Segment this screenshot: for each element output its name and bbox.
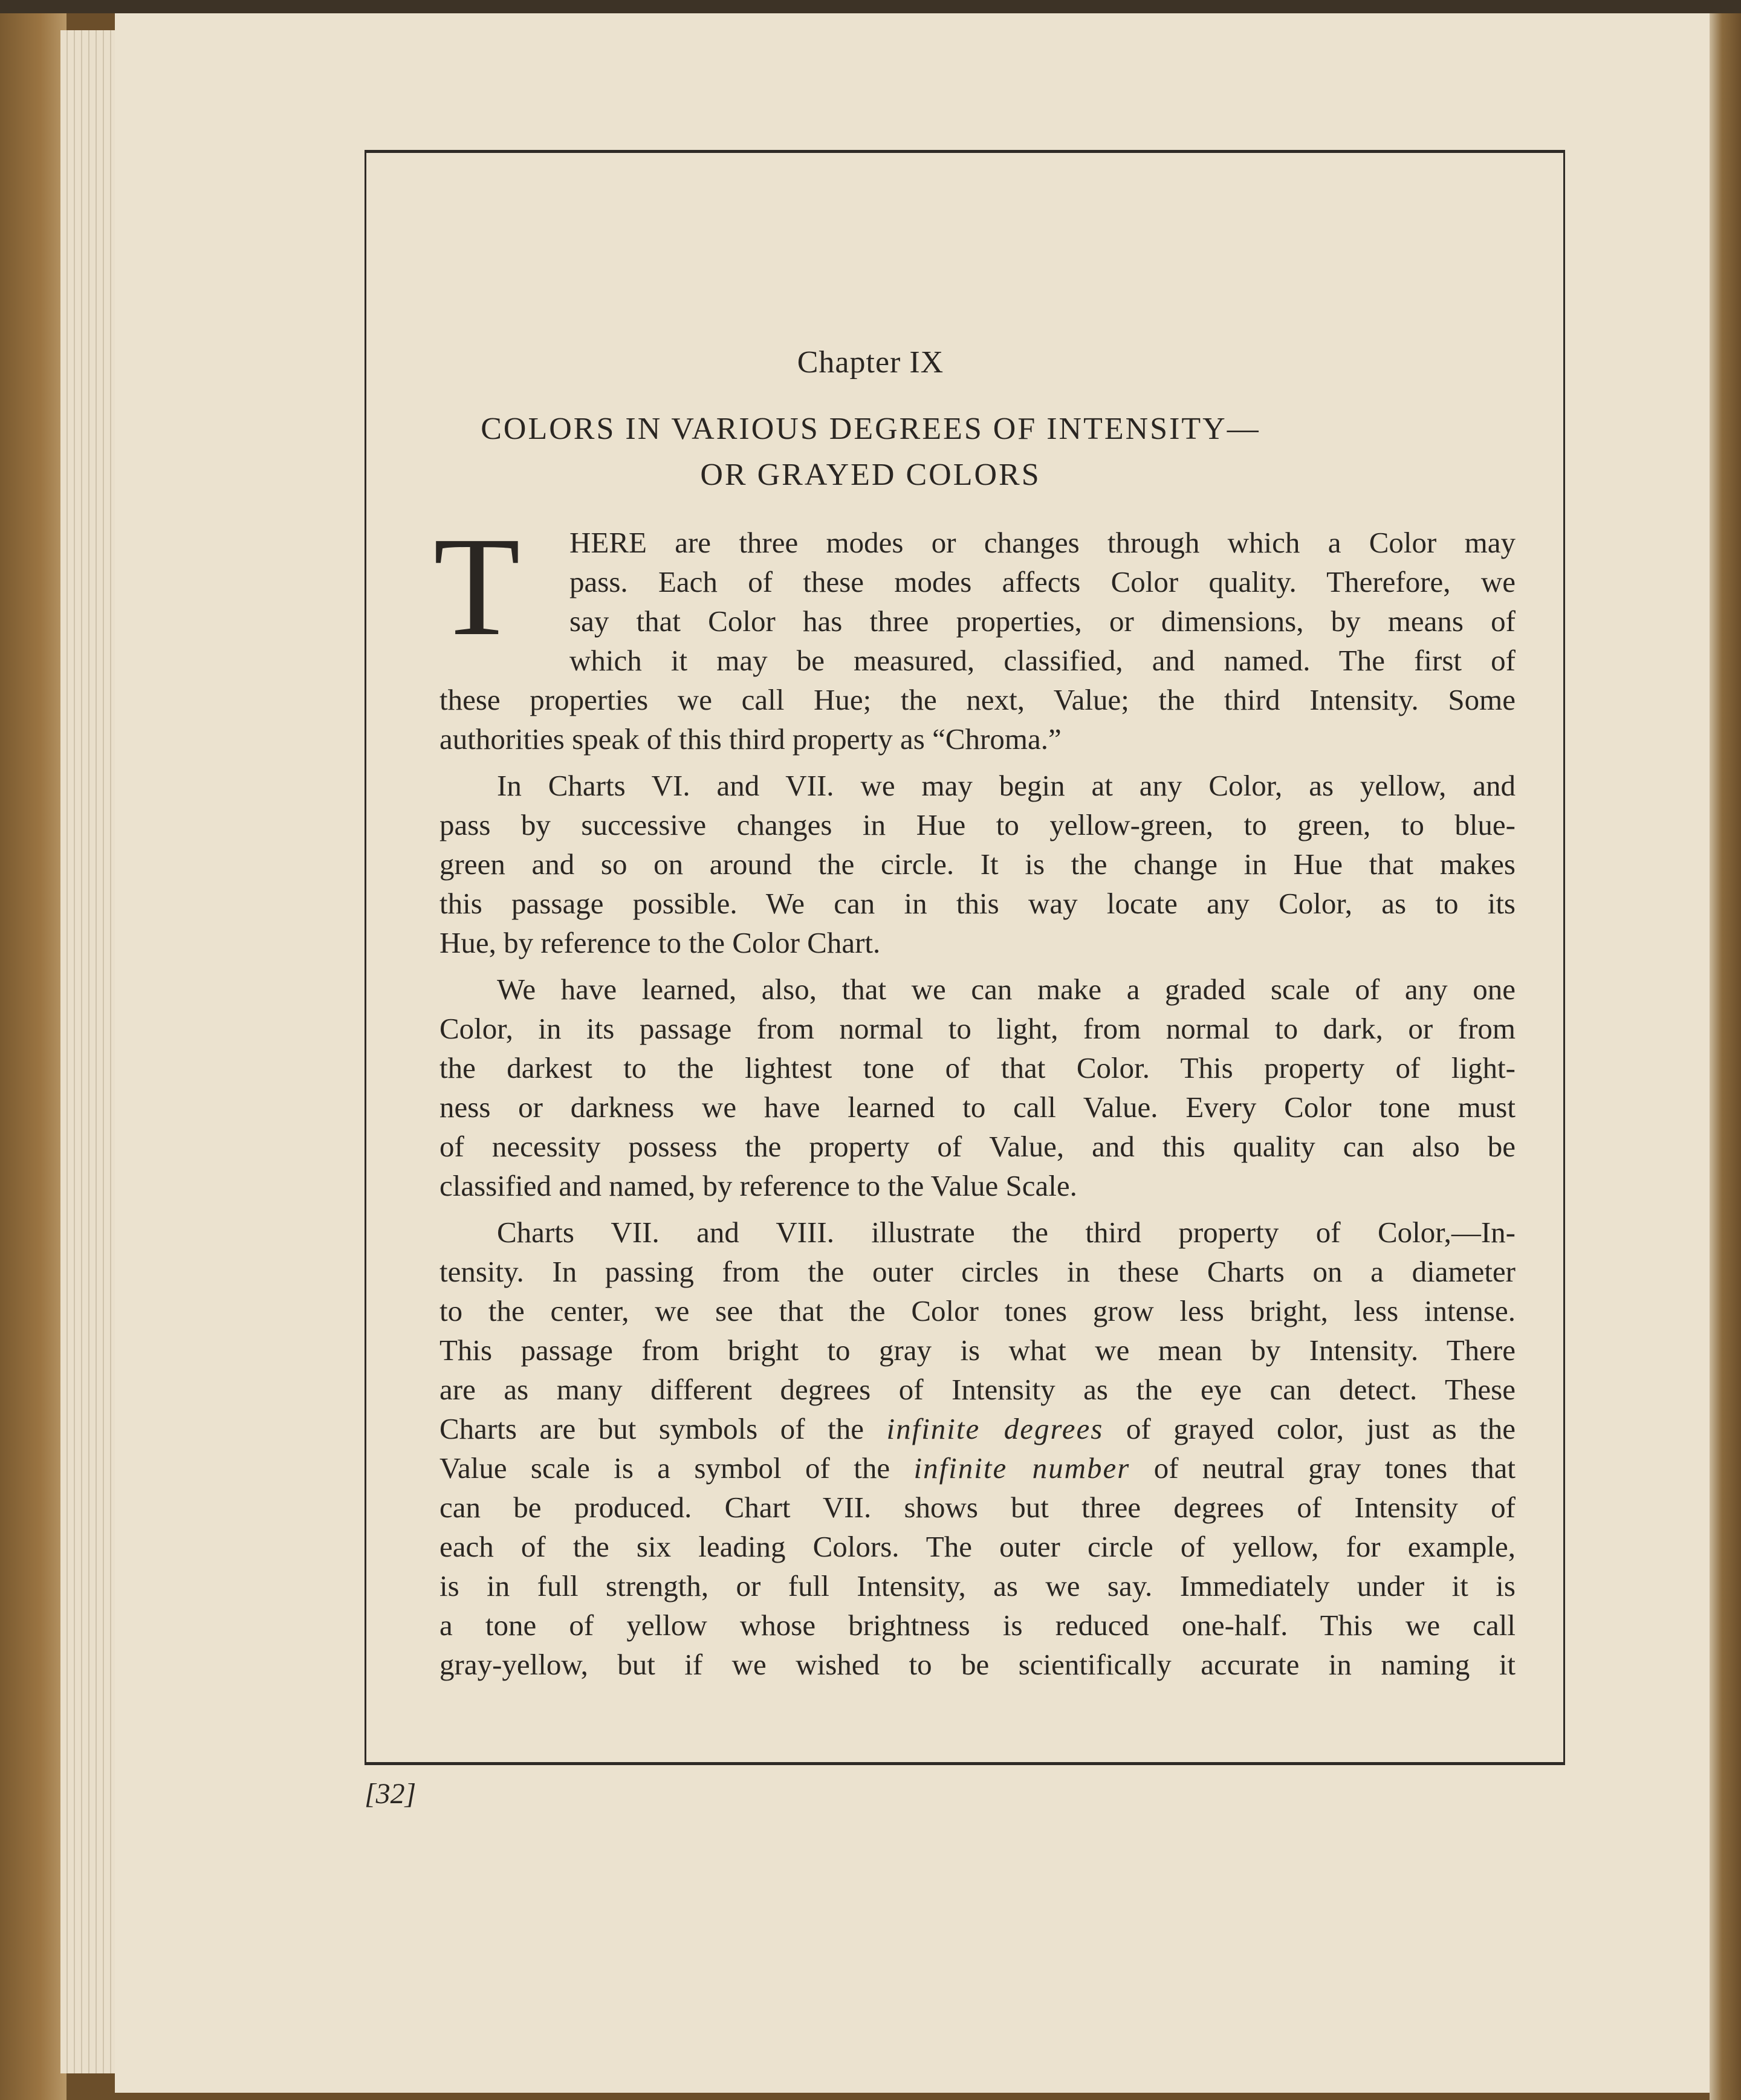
text-line: Hue, by reference to the Color Chart. — [439, 926, 881, 959]
text-line: which it may be measured, classified, and named. The first of — [569, 644, 1516, 677]
book-cover-left — [0, 0, 66, 2100]
book-gutter — [1710, 13, 1741, 2100]
text-segment: Value scale is a symbol of the — [439, 1451, 914, 1485]
paragraph-3 — [439, 970, 1516, 1205]
text-line: this passage possible. We can in this way locate any Color, as to its — [439, 887, 1516, 920]
text-line-with-italics — [439, 1409, 1516, 1448]
paragraph-2 — [439, 766, 1516, 962]
text-line: these properties we call Hue; the next, Value; the third Intensity. Some — [439, 683, 1516, 716]
text-line: of necessity possess the property of Value, and this quality can also be — [439, 1130, 1516, 1163]
text-line: pass. Each of these modes affects Color quality. Therefore, we — [569, 565, 1516, 598]
italic-text: infinite degrees — [886, 1412, 1104, 1445]
text-line: classified and named, by reference to the Value Scale. — [439, 1169, 1077, 1202]
text-segment: Charts are but symbols of the — [439, 1412, 887, 1445]
text-line: green and so on around the circle. It is the change in Hue that makes — [439, 847, 1516, 881]
text-line: authorities speak of this third property as “Chroma.” — [439, 722, 1062, 756]
text-segment: of neutral gray tones that — [1130, 1451, 1516, 1485]
text-line: Charts VII. and VIII. illustrate the third property of Color,—In- — [497, 1216, 1516, 1249]
text-line: is in full strength, or full Intensity, as we say. Immediately under it is — [439, 1569, 1516, 1603]
text-segment: of grayed color, just as the — [1103, 1412, 1516, 1445]
italic-text: infinite number — [913, 1451, 1130, 1485]
body-text — [433, 508, 1516, 1691]
text-line: each of the six leading Colors. The outer circle of yellow, for example, — [439, 1530, 1516, 1563]
chapter-title-line-1: COLORS IN VARIOUS DEGREES OF INTENSITY— — [481, 412, 1260, 446]
text-line: gray-yellow, but if we wished to be scientifically accurate in naming it — [439, 1648, 1516, 1681]
text-line: the darkest to the lightest tone of that Color. This property of light- — [439, 1051, 1516, 1084]
text-line: In Charts VI. and VII. we may begin at any Color, as yellow, and — [497, 769, 1516, 802]
paragraph-1 — [433, 508, 1516, 759]
text-line: This passage from bright to gray is what we mean by Intensity. There — [439, 1334, 1516, 1367]
text-line-with-italics — [439, 1448, 1516, 1488]
text-line: are as many different degrees of Intensity as the eye can detect. These — [439, 1373, 1516, 1406]
book-cover-top — [0, 0, 1741, 13]
text-line: pass by successive changes in Hue to yellow-green, to green, to blue- — [439, 808, 1516, 841]
text-line: We have learned, also, that we can make a graded scale of any one — [497, 973, 1516, 1006]
paragraph-4 — [439, 1213, 1516, 1684]
chapter-title-line-2: OR GRAYED COLORS — [700, 458, 1041, 492]
text-line: Color, in its passage from normal to light, from normal to dark, or from — [439, 1012, 1516, 1045]
chapter-label: Chapter IX — [797, 345, 944, 380]
text-line: to the center, we see that the Color tones grow less bright, less intense. — [439, 1294, 1516, 1327]
page-number: [32] — [365, 1778, 417, 1810]
text-line: a tone of yellow whose brightness is reduced one-half. This we call — [439, 1609, 1516, 1642]
text-line: tensity. In passing from the outer circles in these Charts on a diameter — [439, 1255, 1516, 1288]
text-line: ness or darkness we have learned to call Value. Every Color tone must — [439, 1091, 1516, 1124]
text-line: say that Color has three properties, or dimensions, by means of — [569, 604, 1516, 638]
text-line: can be produced. Chart VII. shows but three degrees of Intensity of — [439, 1491, 1516, 1524]
text-line: HERE are three modes or changes through which a Color may — [569, 526, 1516, 559]
drop-cap: T — [433, 508, 520, 665]
